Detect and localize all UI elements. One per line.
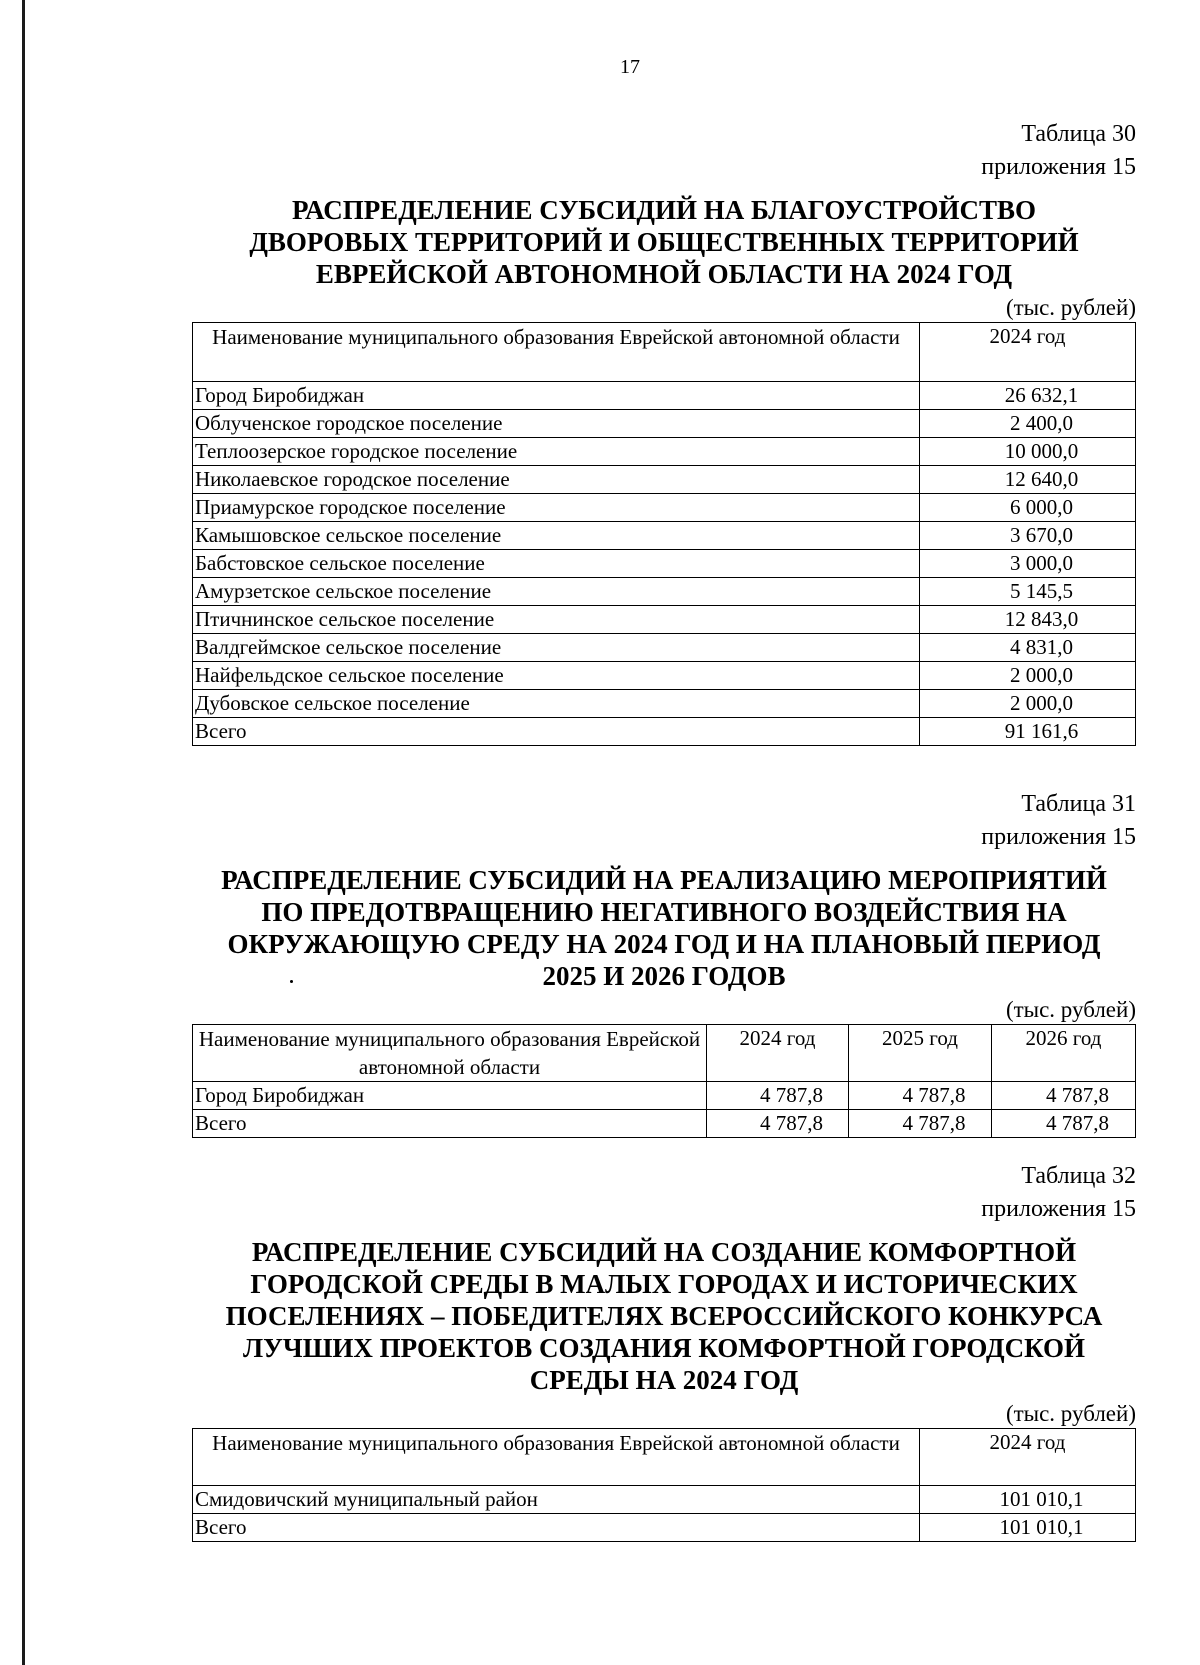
amount-2026: 4 787,8 <box>992 1082 1136 1110</box>
table-row <box>193 1486 1136 1514</box>
table30-caption-appendix: приложения 15 <box>981 154 1136 180</box>
amount-2024: 3 000,0 <box>920 550 1136 578</box>
amount-2024: 101 010,1 <box>920 1486 1136 1514</box>
municipality-name: Город Биробиджан <box>193 1082 707 1110</box>
table31-unit: (тыс. рублей) <box>1005 997 1136 1022</box>
scan-edge-line <box>22 0 25 1665</box>
table30-caption <box>192 118 1136 184</box>
table32-unit: (тыс. рублей) <box>1005 1401 1136 1426</box>
table30-section <box>192 118 1136 746</box>
table31-header-2024: 2024 год <box>707 1025 849 1082</box>
amount-2024: 5 145,5 <box>920 578 1136 606</box>
table31-header-row <box>193 1025 1136 1082</box>
amount-2024: 3 670,0 <box>920 522 1136 550</box>
municipality-name: Город Биробиджан <box>193 382 920 410</box>
municipality-name: Дубовское сельское поселение <box>193 690 920 718</box>
municipality-name: Приамурское городское поселение <box>193 494 920 522</box>
table32 <box>192 1428 1136 1542</box>
municipality-name: Камышовское сельское поселение <box>193 522 920 550</box>
municipality-name: Теплоозерское городское поселение <box>193 438 920 466</box>
table-row <box>193 382 1136 410</box>
table30-header-row <box>193 323 1136 382</box>
municipality-name: Всего <box>193 1110 707 1138</box>
table30 <box>192 322 1136 746</box>
table-row <box>193 662 1136 690</box>
table31-caption <box>192 788 1136 854</box>
amount-2024: 101 010,1 <box>920 1514 1136 1542</box>
table-row <box>193 494 1136 522</box>
table31-title: РАСПРЕДЕЛЕНИЕ СУБСИДИЙ НА РЕАЛИЗАЦИЮ МЕРОПРИЯТИЙ ПО ПРЕДОТВРАЩЕНИЮ НЕГАТИВНОГО ВОЗДЕЙСТВИЯ НА ОКРУЖАЮЩУЮ СРЕДУ НА 2024 ГОД И НА ПЛАНОВЫЙ ПЕРИОД 2025 И 2026 ГОДОВ <box>221 865 1107 991</box>
amount-2024: 10 000,0 <box>920 438 1136 466</box>
table32-section <box>192 1160 1136 1542</box>
municipality-name: Всего <box>193 1514 920 1542</box>
amount-2025: 4 787,8 <box>849 1082 992 1110</box>
table31-header-2025: 2025 год <box>849 1025 992 1082</box>
table-row <box>193 522 1136 550</box>
amount-2024: 12 843,0 <box>920 606 1136 634</box>
table-row <box>193 718 1136 746</box>
page-number: 17 <box>620 56 640 78</box>
table31-section <box>192 788 1136 1138</box>
amount-2024: 6 000,0 <box>920 494 1136 522</box>
table32-caption-appendix: приложения 15 <box>981 1196 1136 1222</box>
table30-title: РАСПРЕДЕЛЕНИЕ СУБСИДИЙ НА БЛАГОУСТРОЙСТВО ДВОРОВЫХ ТЕРРИТОРИЙ И ОБЩЕСТВЕННЫХ ТЕРРИТОРИЙ ЕВРЕЙСКОЙ АВТОНОМНОЙ ОБЛАСТИ НА 2024 ГОД <box>249 195 1079 289</box>
amount-2024: 91 161,6 <box>920 718 1136 746</box>
table31 <box>192 1024 1136 1138</box>
table-row <box>193 410 1136 438</box>
table32-body <box>193 1486 1136 1542</box>
amount-2024: 4 787,8 <box>707 1082 849 1110</box>
table-row <box>193 438 1136 466</box>
municipality-name: Смидовичский муниципальный район <box>193 1486 920 1514</box>
table32-header-row <box>193 1429 1136 1486</box>
table-row <box>193 578 1136 606</box>
amount-2024: 4 831,0 <box>920 634 1136 662</box>
table-row <box>193 1110 1136 1138</box>
table-row <box>193 550 1136 578</box>
table-row <box>193 1514 1136 1542</box>
table32-caption-number: Таблица 32 <box>1021 1163 1136 1189</box>
amount-2024: 2 400,0 <box>920 410 1136 438</box>
scan-speck <box>290 980 293 983</box>
municipality-name: Облученское городское поселение <box>193 410 920 438</box>
table32-title: РАСПРЕДЕЛЕНИЕ СУБСИДИЙ НА СОЗДАНИЕ КОМФОРТНОЙ ГОРОДСКОЙ СРЕДЫ В МАЛЫХ ГОРОДАХ И ИСТОРИЧЕСКИХ ПОСЕЛЕНИЯХ – ПОБЕДИТЕЛЯХ ВСЕРОССИЙСКОГО КОНКУРСА ЛУЧШИХ ПРОЕКТОВ СОЗДАНИЯ КОМФОРТНОЙ ГОРОДСКОЙ СРЕДЫ НА 2024 ГОД <box>225 1237 1103 1395</box>
table-row <box>193 690 1136 718</box>
table30-header-year: 2024 год <box>920 323 1136 382</box>
municipality-name: Всего <box>193 718 920 746</box>
table30-body <box>193 382 1136 746</box>
municipality-name: Николаевское городское поселение <box>193 466 920 494</box>
table-row <box>193 466 1136 494</box>
municipality-name: Птичнинское сельское поселение <box>193 606 920 634</box>
table32-caption <box>192 1160 1136 1226</box>
table31-header-2026: 2026 год <box>992 1025 1136 1082</box>
table-row <box>193 1082 1136 1110</box>
table-row <box>193 634 1136 662</box>
table30-caption-number: Таблица 30 <box>1021 121 1136 147</box>
table31-body <box>193 1082 1136 1138</box>
table32-header-year: 2024 год <box>920 1429 1136 1486</box>
municipality-name: Бабстовское сельское поселение <box>193 550 920 578</box>
table31-caption-number: Таблица 31 <box>1021 791 1136 817</box>
table31-header-name: Наименование муниципального образования Еврейской автономной области <box>193 1025 707 1082</box>
table-row <box>193 606 1136 634</box>
amount-2024: 4 787,8 <box>707 1110 849 1138</box>
amount-2024: 26 632,1 <box>920 382 1136 410</box>
table32-header-name: Наименование муниципального образования Еврейской автономной области <box>193 1429 920 1486</box>
amount-2024: 2 000,0 <box>920 690 1136 718</box>
table30-header-name: Наименование муниципального образования Еврейской автономной области <box>193 323 920 382</box>
amount-2026: 4 787,8 <box>992 1110 1136 1138</box>
amount-2025: 4 787,8 <box>849 1110 992 1138</box>
municipality-name: Валдгеймское сельское поселение <box>193 634 920 662</box>
amount-2024: 2 000,0 <box>920 662 1136 690</box>
table31-caption-appendix: приложения 15 <box>981 824 1136 850</box>
amount-2024: 12 640,0 <box>920 466 1136 494</box>
municipality-name: Амурзетское сельское поселение <box>193 578 920 606</box>
table30-unit: (тыс. рублей) <box>1005 295 1136 320</box>
municipality-name: Найфельдское сельское поселение <box>193 662 920 690</box>
